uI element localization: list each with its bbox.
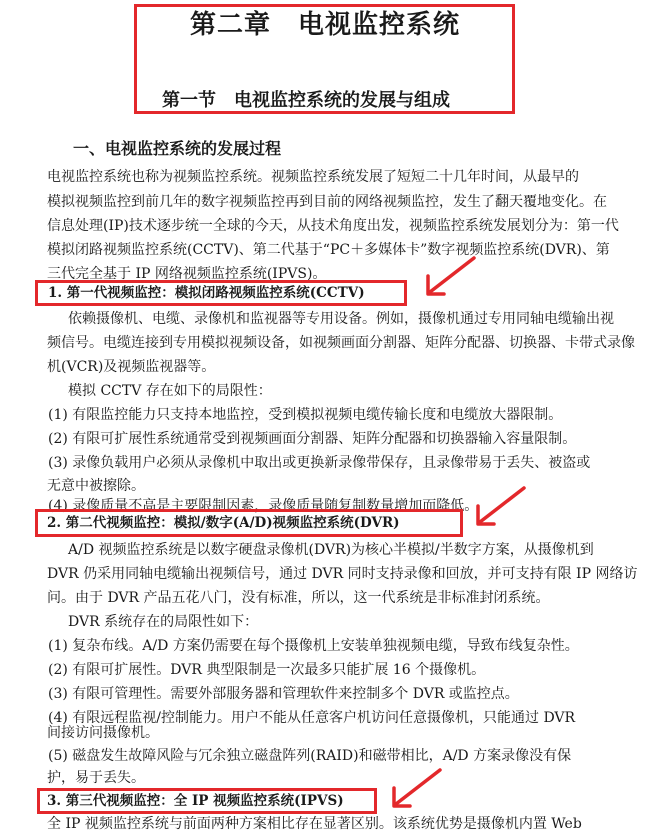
gen1-line: 依赖摄像机、电缆、录像机和监视器等专用设备。例如，摄像机通过专用同轴电缆输出视: [68, 311, 614, 327]
gen2-line: (4) 有限远程监视/控制能力。用户不能从任意客户机访问任意摄像机，只能通过 DVR: [48, 710, 576, 726]
gen2-arrow-icon: [470, 484, 530, 530]
intro-line: 模拟闭路视频监控系统(CCTV)、第二代基于“PC＋多媒体卡”数字视频监控系统(DVR)、第: [47, 242, 610, 258]
chapter-title: 第二章 电视监控系统: [190, 10, 461, 40]
gen1-line: (3) 录像负载用户必须从录像机中取出或更换新录像带保存，且录像带易于丢失、被盗或: [48, 455, 591, 471]
gen2-line: DVR 仍采用同轴电缆输出视频信号，通过 DVR 同时支持录像和回放，并可支持有限 IP 网络访: [47, 566, 638, 582]
gen2-line: 护，易于丢失。: [47, 770, 145, 786]
gen2-heading: 2. 第二代视频监控：模拟/数字(A/D)视频监控系统(DVR): [47, 515, 400, 531]
gen3-heading: 3. 第三代视频监控：全 IP 视频监控系统(IPVS): [47, 793, 344, 809]
gen1-arrow-icon: [420, 254, 480, 300]
gen2-line: (3) 有限可管理性。需要外部服务器和管理软件来控制多个 DVR 或监控点。: [48, 686, 519, 702]
intro-line: 电视监控系统也称为视频监控系统。视频监控系统发展了短短二十几年时间，从最早的: [47, 169, 579, 185]
heading-development-process: 一、电视监控系统的发展过程: [73, 139, 282, 158]
section-title: 第一节 电视监控系统的发展与组成: [162, 90, 450, 111]
intro-line: 模拟视频监控到前几年的数字视频监控再到目前的网络视频监控，发生了翻天覆地变化。在: [47, 194, 607, 210]
gen2-line: (1) 复杂布线。A/D 方案仍需要在每个摄像机上安装单独视频电缆，导致布线复杂性。: [48, 638, 579, 654]
gen1-line: 频信号。电缆连接到专用模拟视频设备，如视频画面分割器、矩阵分配器、切换器、卡带式录像: [47, 335, 635, 351]
gen2-line: 间接访问摄像机。: [47, 725, 159, 741]
gen2-line: (5) 磁盘发生故障风险与冗余独立磁盘阵列(RAID)和磁带相比，A/D 方案录像没有保: [48, 748, 572, 764]
intro-line: 信息处理(IP)技术逐步统一全球的今天，从技术角度出发，视频监控系统发展划分为：第一代: [47, 218, 619, 234]
gen2-line: (2) 有限可扩展性。DVR 典型限制是一次最多只能扩展 16 个摄像机。: [48, 662, 486, 678]
gen1-line: 机(VCR)及视频监视器等。: [47, 359, 216, 375]
gen2-line: 问。由于 DVR 产品五花八门，没有标准，所以，这一代系统是非标准封闭系统。: [47, 590, 550, 606]
gen1-heading: 1. 第一代视频监控：模拟闭路视频监控系统(CCTV): [48, 285, 365, 301]
gen1-line: 模拟 CCTV 存在如下的局限性：: [68, 383, 272, 399]
gen2-line: A/D 视频监控系统是以数字硬盘录像机(DVR)为核心半模拟/半数字方案，从摄像机到: [68, 542, 594, 558]
gen1-line: (2) 有限可扩展性系统通常受到视频画面分割器、矩阵分配器和切换器输入容量限制。: [48, 431, 577, 447]
gen3-line: 全 IP 视频监控系统与前面两种方案相比存在显著区别。该系统优势是摄像机内置 Web: [47, 816, 582, 832]
gen1-line: (1) 有限监控能力只支持本地监控，受到模拟视频电缆传输长度和电缆放大器限制。: [48, 407, 563, 423]
intro-line: 三代完全基于 IP 网络视频监控系统(IPVS)。: [47, 266, 327, 282]
gen1-line: (4) 录像质量不高是主要限制因素，录像质量随复制数量增加而降低。: [48, 498, 479, 514]
gen1-line: 无意中被擦除。: [47, 478, 145, 494]
gen2-line: DVR 系统存在的局限性如下：: [68, 614, 259, 630]
gen3-arrow-icon: [386, 766, 446, 812]
